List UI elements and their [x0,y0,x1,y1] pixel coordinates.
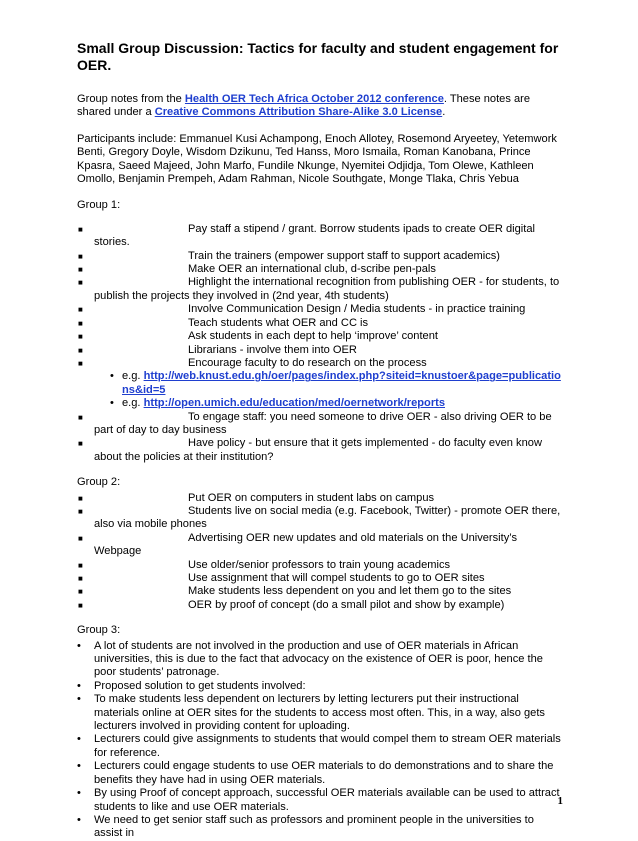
intro-prefix: Group notes from the [77,93,185,105]
sub-list-item: • e.g. http://web.knust.edu.gh/oer/pages/index.php?siteid=knustoer&page=publications&id=5 [110,370,561,396]
round-bullet-icon: • [77,693,81,706]
square-bullet-icon: ■ [78,560,83,570]
square-bullet-icon: ■ [78,493,83,503]
list-item: ■ Encourage faculty to do research on the process • e.g. http://web.knust.edu.gh/oer/pages/index.php?siteid=knustoer&page=publications&id=5 • e.g. http://open.umich.edu/education/med/oernetwork/reports [78,356,561,410]
group3-label: Group 3: [77,624,121,637]
group2-list [77,492,562,613]
round-bullet-icon: • [77,813,81,826]
list-item: ■ Highlight the international recognition from publishing OER - for students, to publish the projects they involved in (2nd year, 4th students) [78,276,560,302]
list-item: • By using Proof of concept approach, successful OER materials available can be used to attract students to like and use OER materials. [77,787,560,813]
square-bullet-icon: ■ [78,439,83,449]
round-bullet-icon: • [77,787,81,800]
list-item: • We need to get senior staff such as professors and prominent people in the universities to assist in [77,813,534,840]
list-item: ■ Make OER an international club, d-scribe pen-pals [78,263,436,276]
square-bullet-icon: ■ [78,587,83,597]
round-bullet-icon: • [77,639,81,652]
square-bullet-icon: ■ [78,318,83,328]
page-number: 1 [557,795,563,807]
group1-label: Group 1: [77,199,121,212]
square-bullet-icon: ■ [78,265,83,275]
list-item: ■ Advertising OER new updates and old materials on the University’s Webpage [78,531,518,558]
square-bullet-icon: ■ [78,506,83,516]
square-bullet-icon: ■ [78,358,83,368]
list-item: • Lecturers could engage students to use OER materials to do demonstrations and to share the benefits they have had in using OER materials. [77,760,554,786]
round-bullet-icon: • [77,760,81,773]
document-title: Small Group Discussion: Tactics for faculty and student engagement for OER. [77,40,559,73]
group1-list [77,223,562,464]
square-bullet-icon: ■ [78,345,83,355]
intro-paragraph [77,93,562,120]
list-item: ■ Make students less dependent on you and let them go to the sites [78,585,512,598]
list-item: ■ Ask students in each dept to help ‘improve’ content [78,330,438,343]
list-item: ■ To engage staff: you need someone to drive OER - also driving OER to be part of day to day business [78,410,552,436]
list-item: ■ Put OER on computers in student labs on campus [78,491,435,504]
round-bullet-icon: • [110,370,114,383]
list-item: ■ Teach students what OER and CC is [78,316,369,329]
group2-label: Group 2: [77,476,121,489]
list-item: ■ OER by proof of concept (do a small pilot and show by example) [78,598,505,611]
list-item: ■ Librarians - involve them into OER [78,343,357,356]
square-bullet-icon: ■ [78,574,83,583]
group1-sublist [94,370,562,410]
square-bullet-icon: ■ [78,305,83,315]
square-bullet-icon: ■ [78,533,83,543]
sub-list-item: • e.g. http://open.umich.edu/education/med/oernetwork/reports [110,397,445,410]
list-item: ■ Pay staff a stipend / grant. Borrow students ipads to create OER digital stories. [78,222,535,249]
square-bullet-icon: ■ [78,600,83,610]
list-item: ■ Students live on social media (e.g. Facebook, Twitter) - promote OER there, also via mobile phones [78,504,561,531]
list-item: • Lecturers could give assignments to students that would compel them to stream OER materials for reference. [77,733,561,759]
intro-suffix: . [442,106,446,119]
list-item: ■ Have policy - but ensure that it gets implemented - do faculty even know about the policies at their institution? [78,437,542,463]
list-item: • A lot of students are not involved in the production and use of OER materials in African universities, this is due to the fact that advocacy on the existence of OER is poor, hence the poor students’ patronage. [77,639,543,679]
group3-list [77,640,562,841]
intro-middle: . These notes are shared under a [77,93,531,119]
knust-link[interactable]: http://web.knust.edu.gh/oer/pages/index.php?siteid=knustoer&page=publications&id=5 [122,370,561,396]
list-item: • Proposed solution to get students involved: [77,679,306,692]
square-bullet-icon: ■ [78,278,83,288]
round-bullet-icon: • [77,733,81,746]
round-bullet-icon: • [77,679,81,692]
list-item: ■ Use assignment that will compel students to go to OER sites [78,572,485,584]
square-bullet-icon: ■ [78,332,83,342]
square-bullet-icon: ■ [78,251,83,261]
list-item: • To make students less dependent on lecturers by letting lecturers put their instructional materials online at OER sites for the students to access most often. This, in a way, also gets lecturers involved in providing content for uploading. [77,693,545,733]
participants-paragraph: Participants include: Emmanuel Kusi Achampong, Enoch Allotey, Rosemond Aryeetey, Yetemwork Benti, Gregory Doyle, Wisdom Dzikunu, Ted Hanss, Moro Ismaila, Roman Kanobana, Prince Kpasra, Saeed Majeed, John Marfo, Fundile Nkunge, Nyemitei Odjidja, Tom Olewe, Kathleen Omollo, Benjamin Prempeh, Adam Rahman, Nicole Southgate, Monge Tlaka, Chris Yebua [77,132,557,186]
square-bullet-icon: ■ [78,224,83,234]
round-bullet-icon: • [110,397,114,410]
license-link[interactable]: Creative Commons Attribution Share-Alike 3.0 License [154,106,443,119]
conference-link[interactable]: Health OER Tech Africa October 2012 conference [184,93,444,105]
list-item: ■ Involve Communication Design / Media students - in practice training [78,303,526,316]
list-item: ■ Use older/senior professors to train young academics [78,558,451,571]
list-item: ■ Train the trainers (empower support staff to support academics) [78,249,500,262]
umich-link[interactable]: http://open.umich.edu/education/med/oernetwork/reports [143,397,445,410]
square-bullet-icon: ■ [78,412,83,422]
